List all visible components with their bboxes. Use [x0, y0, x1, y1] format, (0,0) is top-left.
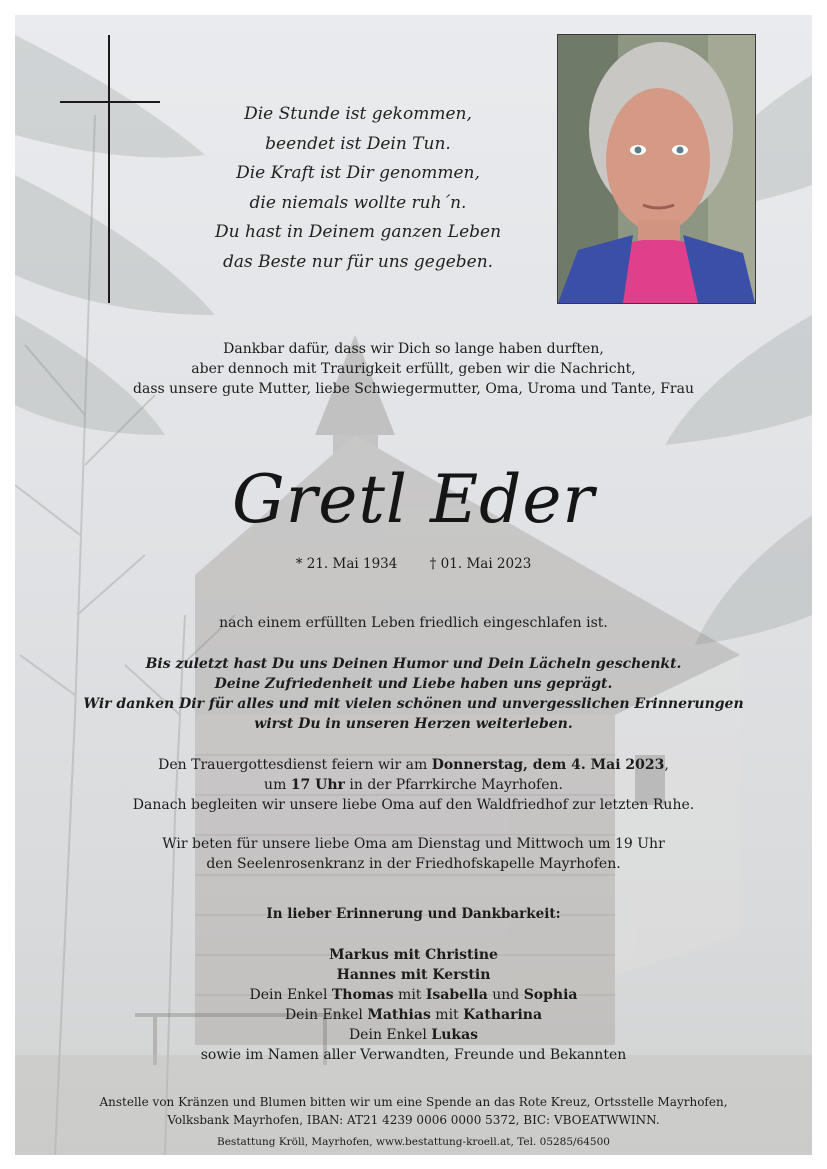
- service-date: Donnerstag, dem 4. Mai 2023: [431, 757, 665, 773]
- death-date: † 01. Mai 2023: [429, 556, 532, 572]
- mourner-name: Katharina: [463, 1007, 543, 1023]
- tribute-line: Wir danken Dir für alles und mit vielen schönen und unvergesslichen Erinnerungen: [83, 696, 744, 712]
- intro-line: dass unsere gute Mutter, liebe Schwiegermutter, Oma, Uroma und Tante, Frau: [133, 381, 694, 397]
- rosary-line: den Seelenrosenkranz in der Friedhofskapelle Mayrhofen.: [206, 856, 621, 872]
- mourner-text: Dein Enkel: [284, 1007, 368, 1023]
- poem-line: die niemals wollte ruh´n.: [249, 192, 467, 213]
- cross-symbol: [60, 35, 160, 303]
- mourner-text: und: [487, 987, 524, 1003]
- service-time: 17 Uhr: [290, 777, 345, 793]
- mourner-name: Markus mit: [329, 947, 426, 963]
- intro-line: Dankbar dafür, dass wir Dich so lange haben durften,: [223, 341, 604, 357]
- mourner-row: [0, 985, 827, 1005]
- mourner-text: mit: [393, 987, 426, 1003]
- mourner-name: Hannes mit: [336, 967, 433, 983]
- mourner-row: [0, 1005, 827, 1025]
- donation-line: Anstelle von Kränzen und Blumen bitten wir um eine Spende an das Rote Kreuz, Ortsstelle Mayrhofen,: [99, 1095, 728, 1109]
- tribute-line: wirst Du in unseren Herzen weiterleben.: [254, 716, 573, 732]
- service-text: um: [264, 777, 291, 793]
- deceased-name: Gretl Eder: [232, 461, 595, 538]
- donation-line: Volksbank Mayrhofen, IBAN: AT21 4239 0006 0000 5372, BIC: VBOEATWWINN.: [167, 1113, 660, 1127]
- tribute-line: Deine Zufriedenheit und Liebe haben uns geprägt.: [214, 676, 613, 692]
- service-text: in der Pfarrkirche Mayrhofen.: [344, 777, 563, 793]
- mourner-text: Dein Enkel: [348, 1027, 432, 1043]
- poem-line: das Beste nur für uns gegeben.: [222, 251, 494, 272]
- service-text: Den Trauergottesdienst feiern wir am: [158, 757, 432, 773]
- mourner-text: mit: [430, 1007, 464, 1023]
- deceased-portrait-photo: [557, 34, 756, 304]
- mourner-name: Mathias: [367, 1007, 431, 1023]
- service-line-2: [0, 775, 827, 795]
- poem-line: Die Kraft ist Dir genommen,: [236, 163, 480, 183]
- mourner-row: [0, 1025, 827, 1045]
- poem-line: Die Stunde ist gekommen,: [244, 104, 472, 124]
- birth-date: * 21. Mai 1934: [295, 556, 398, 572]
- cross-horizontal-beam: [60, 101, 160, 103]
- mourner-name: Christine: [425, 947, 498, 963]
- memorial-poem: [200, 100, 516, 277]
- memory-heading: In lieber Erinnerung und Dankbarkeit:: [266, 906, 561, 922]
- poem-line: Du hast in Deinem ganzen Leben: [214, 222, 502, 242]
- life-dates: [0, 554, 827, 574]
- poem-line: beendet ist Dein Tun.: [265, 133, 451, 154]
- donation-request: [0, 1093, 827, 1129]
- mourner-row: [0, 945, 827, 965]
- mourner-name: Kerstin: [432, 967, 491, 983]
- funeral-home-footer: Bestattung Kröll, Mayrhofen, www.bestattung-kroell.at, Tel. 05285/64500: [217, 1136, 610, 1148]
- funeral-service-info: [0, 755, 827, 815]
- intro-line: aber dennoch mit Traurigkeit erfüllt, geben wir die Nachricht,: [191, 361, 636, 377]
- rosary-info: [0, 834, 827, 874]
- tribute-line: Bis zuletzt hast Du uns Deinen Humor und Dein Lächeln geschenkt.: [145, 656, 682, 672]
- tribute-text: [0, 654, 827, 734]
- family-mourners: [0, 945, 827, 1065]
- service-line-1: [0, 755, 827, 775]
- announcement-intro: [0, 339, 827, 399]
- mourner-text: Dein Enkel: [249, 987, 332, 1003]
- mourner-name: Lukas: [431, 1027, 479, 1043]
- mourner-name: Thomas: [331, 987, 394, 1003]
- service-line-3: Danach begleiten wir unsere liebe Oma auf den Waldfriedhof zur letzten Ruhe.: [132, 797, 695, 813]
- mourner-name: Isabella: [425, 987, 488, 1003]
- service-text: ,: [664, 757, 669, 773]
- mourner-row: sowie im Namen aller Verwandten, Freunde und Bekannten: [200, 1047, 627, 1063]
- portrait-illustration: [558, 35, 755, 303]
- cross-vertical-beam: [108, 35, 110, 303]
- passing-statement: nach einem erfüllten Leben friedlich eingeschlafen ist.: [219, 615, 608, 631]
- mourner-name: Sophia: [523, 987, 578, 1003]
- mourner-row: [0, 965, 827, 985]
- rosary-line: Wir beten für unsere liebe Oma am Dienstag und Mittwoch um 19 Uhr: [162, 836, 665, 852]
